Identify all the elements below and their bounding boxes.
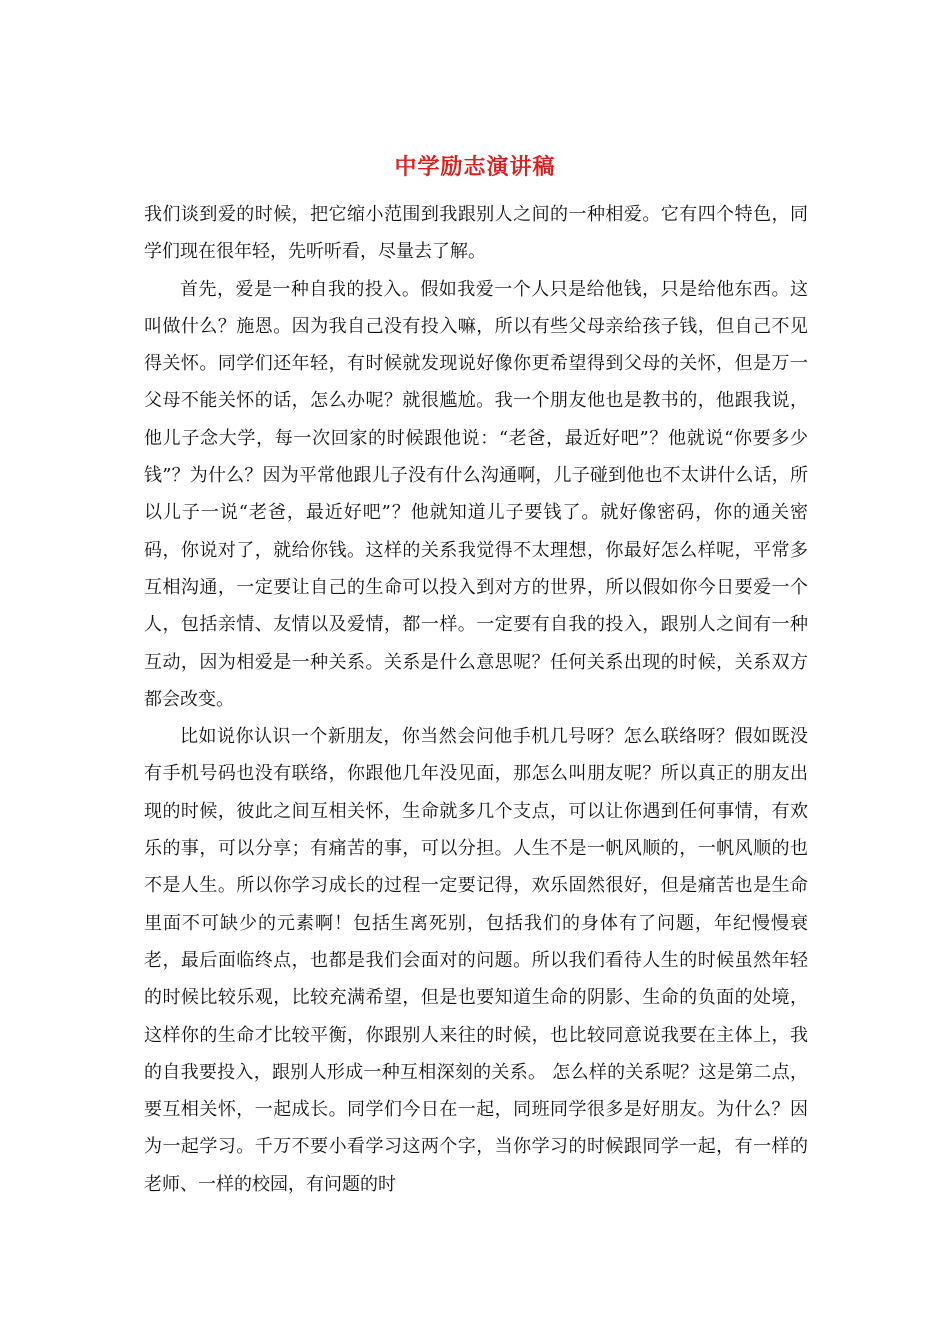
- page-title: 中学励志演讲稿: [394, 154, 556, 180]
- document-body: [144, 196, 808, 1203]
- paragraph-3: 比如说你认识一个新朋友，你当然会问他手机几号呀？怎么联络呀？假如既没有手机号码也没有联络，你跟他几年没见面，那怎么叫朋友呢？所以真正的朋友出现的时候，彼此之间互相关怀，生命就多几个支点，可以让你遇到任何事情，有欢乐的事，可以分享；有痛苦的事，可以分担。人生不是一帆风顺的，一帆风顺的也不是人生。所以你学习成长的过程一定要记得，欢乐固然很好，但是痛苦也是生命里面不可缺少的元素啊！包括生离死别，包括我们的身体有了问题，年纪慢慢衰老，最后面临终点，也都是我们会面对的问题。所以我们看待人生的时候虽然年轻的时候比较乐观，比较充满希望，但是也要知道生命的阴影、生命的负面的处境，这样你的生命才比较平衡，你跟别人来往的时候，也比较同意说我要在主体上，我的自我要投入，跟别人形成一种互相深刻的关系。 怎么样的关系呢？这是第二点，要互相关怀，一起成长。同学们今日在一起，同班同学很多是好朋友。为什么？因为一起学习。千万不要小看学习这两个字，当你学习的时候跟同学一起，有一样的老师、一样的校园，有问题的时: [144, 726, 808, 1195]
- paragraph-1: 我们谈到爱的时候，把它缩小范围到我跟别人之间的一种相爱。它有四个特色，同学们现在很年轻，先听听看，尽量去了解。: [144, 204, 808, 263]
- paragraph-2: 首先，爱是一种自我的投入。假如我爱一个人只是给他钱，只是给他东西。这叫做什么？施恩。因为我自己没有投入嘛，所以有些父母亲给孩子钱，但自己不见得关怀。同学们还年轻，有时候就发现说好像你更希望得到父母的关怀，但是万一父母不能关怀的话，怎么办呢？就很尴尬。我一个朋友他也是教书的，他跟我说，他儿子念大学，每一次回家的时候跟他说：“老爸，最近好吧”？他就说“你要多少钱”？为什么？因为平常他跟儿子没有什么沟通啊，儿子碰到他也不太讲什么话，所以儿子一说“老爸，最近好吧”？他就知道儿子要钱了。就好像密码，你的通关密码，你说对了，就给你钱。这样的关系我觉得不太理想，你最好怎么样呢，平常多互相沟通，一定要让自己的生命可以投入到对方的世界，所以假如你今日要爱一个人，包括亲情、友情以及爱情，都一样。一定要有自我的投入，跟别人之间有一种互动，因为相爱是一种关系。关系是什么意思呢？任何关系出现的时候，关系双方都会改变。: [144, 278, 808, 710]
